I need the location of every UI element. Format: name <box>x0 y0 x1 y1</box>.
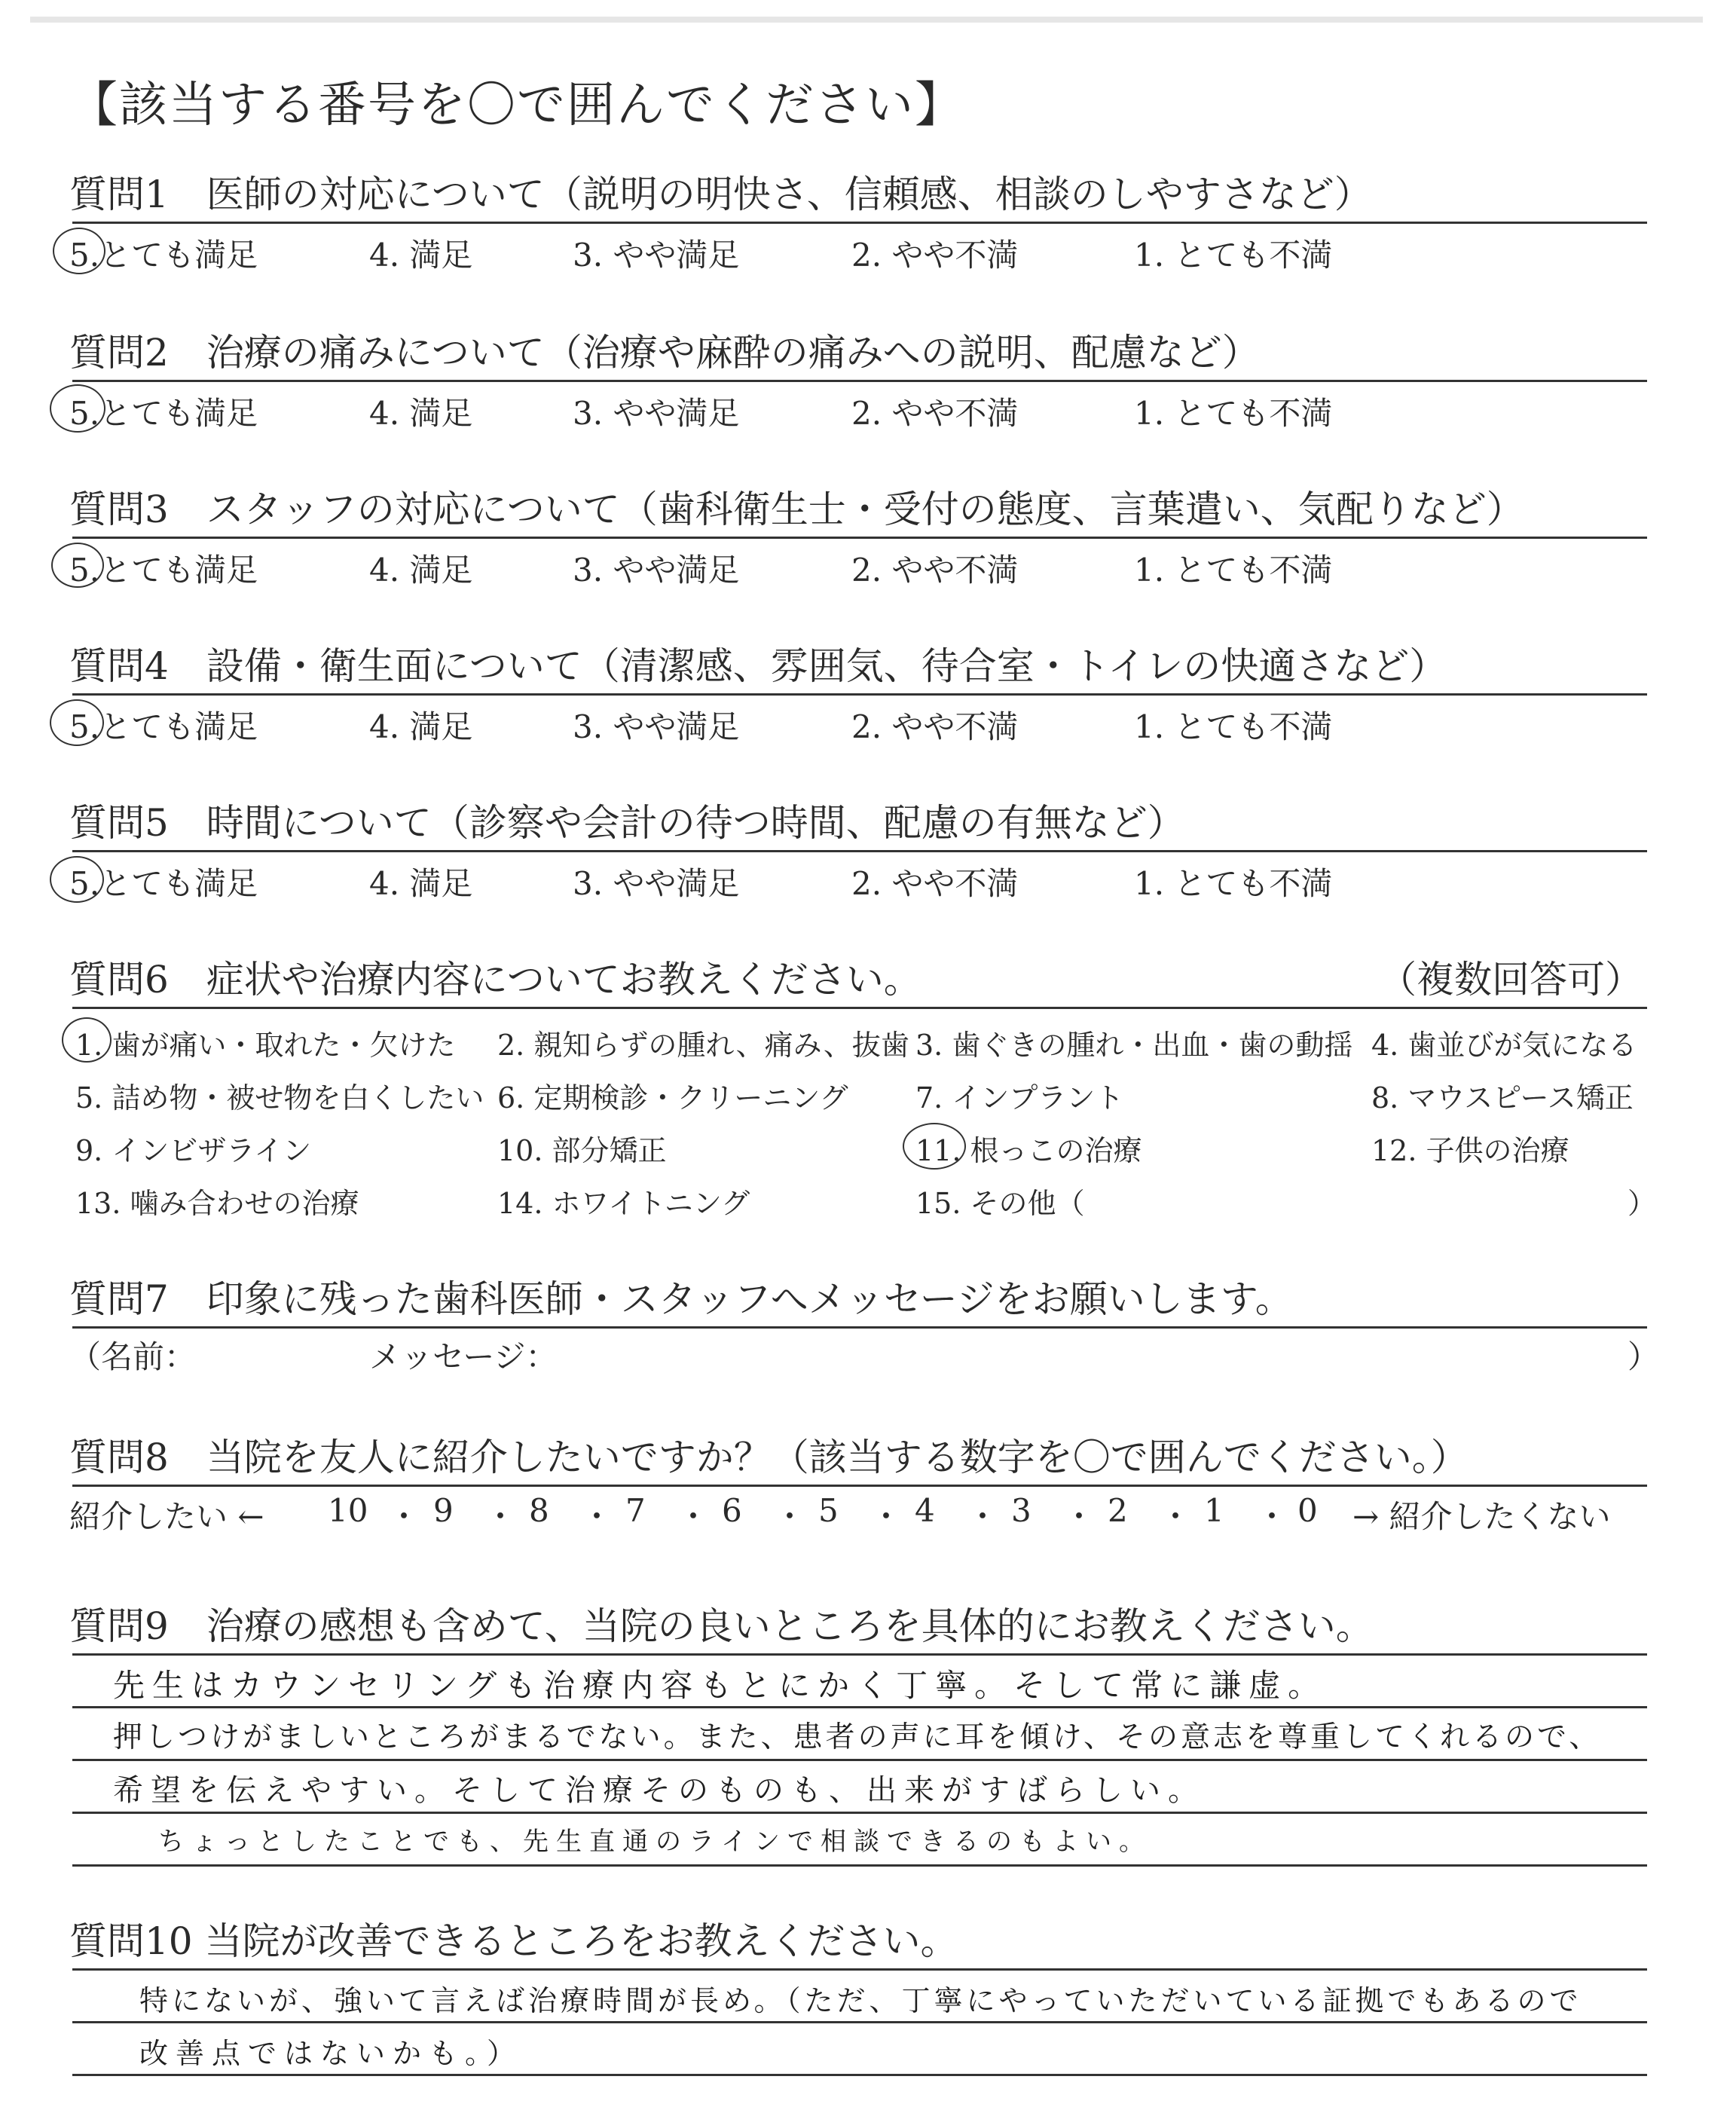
answer-line <box>72 380 1647 382</box>
selection-circle-mark <box>50 384 105 433</box>
option-3[interactable]: 3. やや満足 <box>573 552 740 589</box>
option-5[interactable]: 5.とても満足 <box>69 708 258 745</box>
option-5[interactable]: 5.とても満足 <box>69 865 258 902</box>
symptom-option-10[interactable]: 10. 部分矯正 <box>497 1134 667 1167</box>
score-10[interactable]: 10 <box>328 1492 368 1529</box>
question-title: 質問8 当院を友人に紹介したいですか？（該当する数字を〇で囲んでください。） <box>69 1436 1469 1479</box>
answer-line <box>72 1812 1647 1814</box>
option-1[interactable]: 1. とても不満 <box>1134 708 1333 745</box>
selection-circle-mark <box>51 543 104 588</box>
selection-circle-mark <box>53 228 105 274</box>
symptom-option-15[interactable]: 15. その他（ <box>915 1187 1085 1220</box>
answer-line <box>72 2074 1647 2076</box>
selection-circle-mark <box>50 699 104 746</box>
symptom-option-5[interactable]: 5. 詰め物・被せ物を白くしたい <box>75 1081 484 1115</box>
option-2[interactable]: 2. やや不満 <box>851 395 1019 432</box>
scale-dot: ・ <box>1160 1498 1192 1535</box>
symptom-option-8[interactable]: 8. マウスピース矯正 <box>1371 1081 1634 1115</box>
message-close-paren: ） <box>1628 1338 1660 1375</box>
option-4[interactable]: 4. 満足 <box>369 865 473 902</box>
answer-line <box>72 537 1647 539</box>
option-2[interactable]: 2. やや不満 <box>851 865 1019 902</box>
option-2[interactable]: 2. やや不満 <box>851 552 1019 589</box>
handwritten-answer-line: 先生はカウンセリングも治療内容もとにかく丁寧。そして常に謙虚。 <box>113 1667 1328 1704</box>
scale-dot: ・ <box>581 1498 613 1535</box>
selection-circle-mark <box>62 1017 112 1063</box>
handwritten-answer-line: 改善点ではないかも。） <box>139 2037 524 2070</box>
not-recommend-label: → 紹介したくない <box>1352 1498 1611 1535</box>
instruction-heading: 【該当する番号を〇で囲んでください】 <box>69 78 964 133</box>
score-1[interactable]: 1 <box>1204 1492 1224 1529</box>
option-1[interactable]: 1. とても不満 <box>1134 865 1333 902</box>
handwritten-answer-line: 押しつけがましいところがまるでない。また、患者の声に耳を傾け、その意志を尊重してくれるので、 <box>113 1720 1602 1754</box>
question-title: 質問1 医師の対応について（説明の明快さ、信頼感、相談のしやすさなど） <box>69 173 1372 216</box>
message-label: メッセージ： <box>369 1338 558 1375</box>
score-6[interactable]: 6 <box>722 1492 742 1529</box>
selection-circle-mark <box>50 856 104 903</box>
score-2[interactable]: 2 <box>1108 1492 1128 1529</box>
selection-circle-mark <box>903 1123 966 1170</box>
symptom-option-4[interactable]: 4. 歯並びが気になる <box>1371 1029 1637 1062</box>
answer-line <box>72 1706 1647 1708</box>
option-5[interactable]: 5.とても満足 <box>69 552 258 589</box>
scan-top-edge <box>30 17 1703 23</box>
answer-line <box>72 1007 1647 1009</box>
score-3[interactable]: 3 <box>1011 1492 1032 1529</box>
recommend-label: 紹介したい ← <box>69 1498 264 1535</box>
symptom-option-11[interactable]: 11. 根っこの治療 <box>915 1134 1142 1167</box>
question-title: 質問10 当院が改善できるところをお教えください。 <box>69 1919 958 1963</box>
option-1[interactable]: 1. とても不満 <box>1134 552 1333 589</box>
score-4[interactable]: 4 <box>915 1492 935 1529</box>
answer-line <box>72 222 1647 224</box>
symptom-option-6[interactable]: 6. 定期検診・クリーニング <box>497 1081 848 1115</box>
option-1[interactable]: 1. とても不満 <box>1134 237 1333 274</box>
option-5[interactable]: 5.とても満足 <box>69 237 258 274</box>
question-title: 質問7 印象に残った歯科医師・スタッフへメッセージをお願いします。 <box>69 1277 1293 1321</box>
option-2[interactable]: 2. やや不満 <box>851 708 1019 745</box>
answer-line <box>72 1485 1647 1487</box>
name-label: （名前： <box>69 1338 197 1375</box>
symptom-option-12[interactable]: 12. 子供の治療 <box>1371 1134 1569 1167</box>
answer-line <box>72 850 1647 852</box>
score-9[interactable]: 9 <box>433 1492 454 1529</box>
option-4[interactable]: 4. 満足 <box>369 395 473 432</box>
option-1[interactable]: 1. とても不満 <box>1134 395 1333 432</box>
handwritten-answer-line: 特にないが、強いて言えば治療時間が長め。（ただ、丁寧にやっていただいている証拠でもあるので <box>139 1984 1582 2017</box>
question-title: 質問5 時間について（診察や会計の待つ時間、配慮の有無など） <box>69 801 1185 845</box>
answer-line <box>72 1653 1647 1656</box>
symptom-option-2[interactable]: 2. 親知らずの腫れ、痛み、抜歯 <box>497 1029 909 1062</box>
answer-line <box>72 1326 1647 1329</box>
scale-dot: ・ <box>967 1498 999 1535</box>
option-3[interactable]: 3. やや満足 <box>573 237 740 274</box>
scale-dot: ・ <box>1256 1498 1288 1535</box>
scale-dot: ・ <box>388 1498 420 1535</box>
option-4[interactable]: 4. 満足 <box>369 552 473 589</box>
option-3[interactable]: 3. やや満足 <box>573 865 740 902</box>
answer-line <box>72 1864 1647 1867</box>
score-7[interactable]: 7 <box>625 1492 646 1529</box>
score-5[interactable]: 5 <box>818 1492 839 1529</box>
symptom-option-7[interactable]: 7. インプラント <box>915 1081 1124 1115</box>
symptom-option-9[interactable]: 9. インビザライン <box>75 1134 312 1167</box>
scale-dot: ・ <box>1063 1498 1096 1535</box>
option-4[interactable]: 4. 満足 <box>369 708 473 745</box>
scale-dot: ・ <box>484 1498 517 1535</box>
scale-dot: ・ <box>774 1498 806 1535</box>
answer-line <box>72 1968 1647 1971</box>
question-title: 質問4 設備・衛生面について（清潔感、雰囲気、待合室・トイレの快適さなど） <box>69 644 1447 688</box>
answer-line <box>72 2021 1647 2023</box>
symptom-option-3[interactable]: 3. 歯ぐきの腫れ・出血・歯の動揺 <box>915 1029 1353 1062</box>
option-4[interactable]: 4. 満足 <box>369 237 473 274</box>
symptom-option-14[interactable]: 14. ホワイトニング <box>497 1187 750 1220</box>
option-2[interactable]: 2. やや不満 <box>851 237 1019 274</box>
option-3[interactable]: 3. やや満足 <box>573 395 740 432</box>
question-title: 質問9 治療の感想も含めて、当院の良いところを具体的にお教えください。 <box>69 1604 1374 1648</box>
score-8[interactable]: 8 <box>529 1492 549 1529</box>
question-title: 質問2 治療の痛みについて（治療や麻酔の痛みへの説明、配慮など） <box>69 331 1260 375</box>
question-title: 質問3 スタッフの対応について（歯科衛生士・受付の態度、言葉遣い、気配りなど） <box>69 488 1524 531</box>
score-0[interactable]: 0 <box>1297 1492 1318 1529</box>
option-3[interactable]: 3. やや満足 <box>573 708 740 745</box>
other-close-paren: ） <box>1628 1187 1657 1220</box>
scale-dot: ・ <box>677 1498 710 1535</box>
answer-line <box>72 693 1647 696</box>
symptom-option-1[interactable]: 1. 歯が痛い・取れた・欠けた <box>75 1029 456 1062</box>
symptom-option-13[interactable]: 13. 噛み合わせの治療 <box>75 1187 359 1220</box>
question-title: 質問6 症状や治療内容についてお教えください。 <box>69 958 921 1001</box>
option-5[interactable]: 5.とても満足 <box>69 395 258 432</box>
scale-dot: ・ <box>870 1498 903 1535</box>
handwritten-answer-line: 希望を伝えやすい。そして治療そのものも、出来がすばらしい。 <box>113 1773 1206 1808</box>
handwritten-answer-line: ちょっとしたことでも、先生直通のラインで相談できるのもよい。 <box>158 1827 1152 1857</box>
multiple-answers-note: （複数回答可） <box>1379 958 1643 1001</box>
answer-line <box>72 1759 1647 1761</box>
